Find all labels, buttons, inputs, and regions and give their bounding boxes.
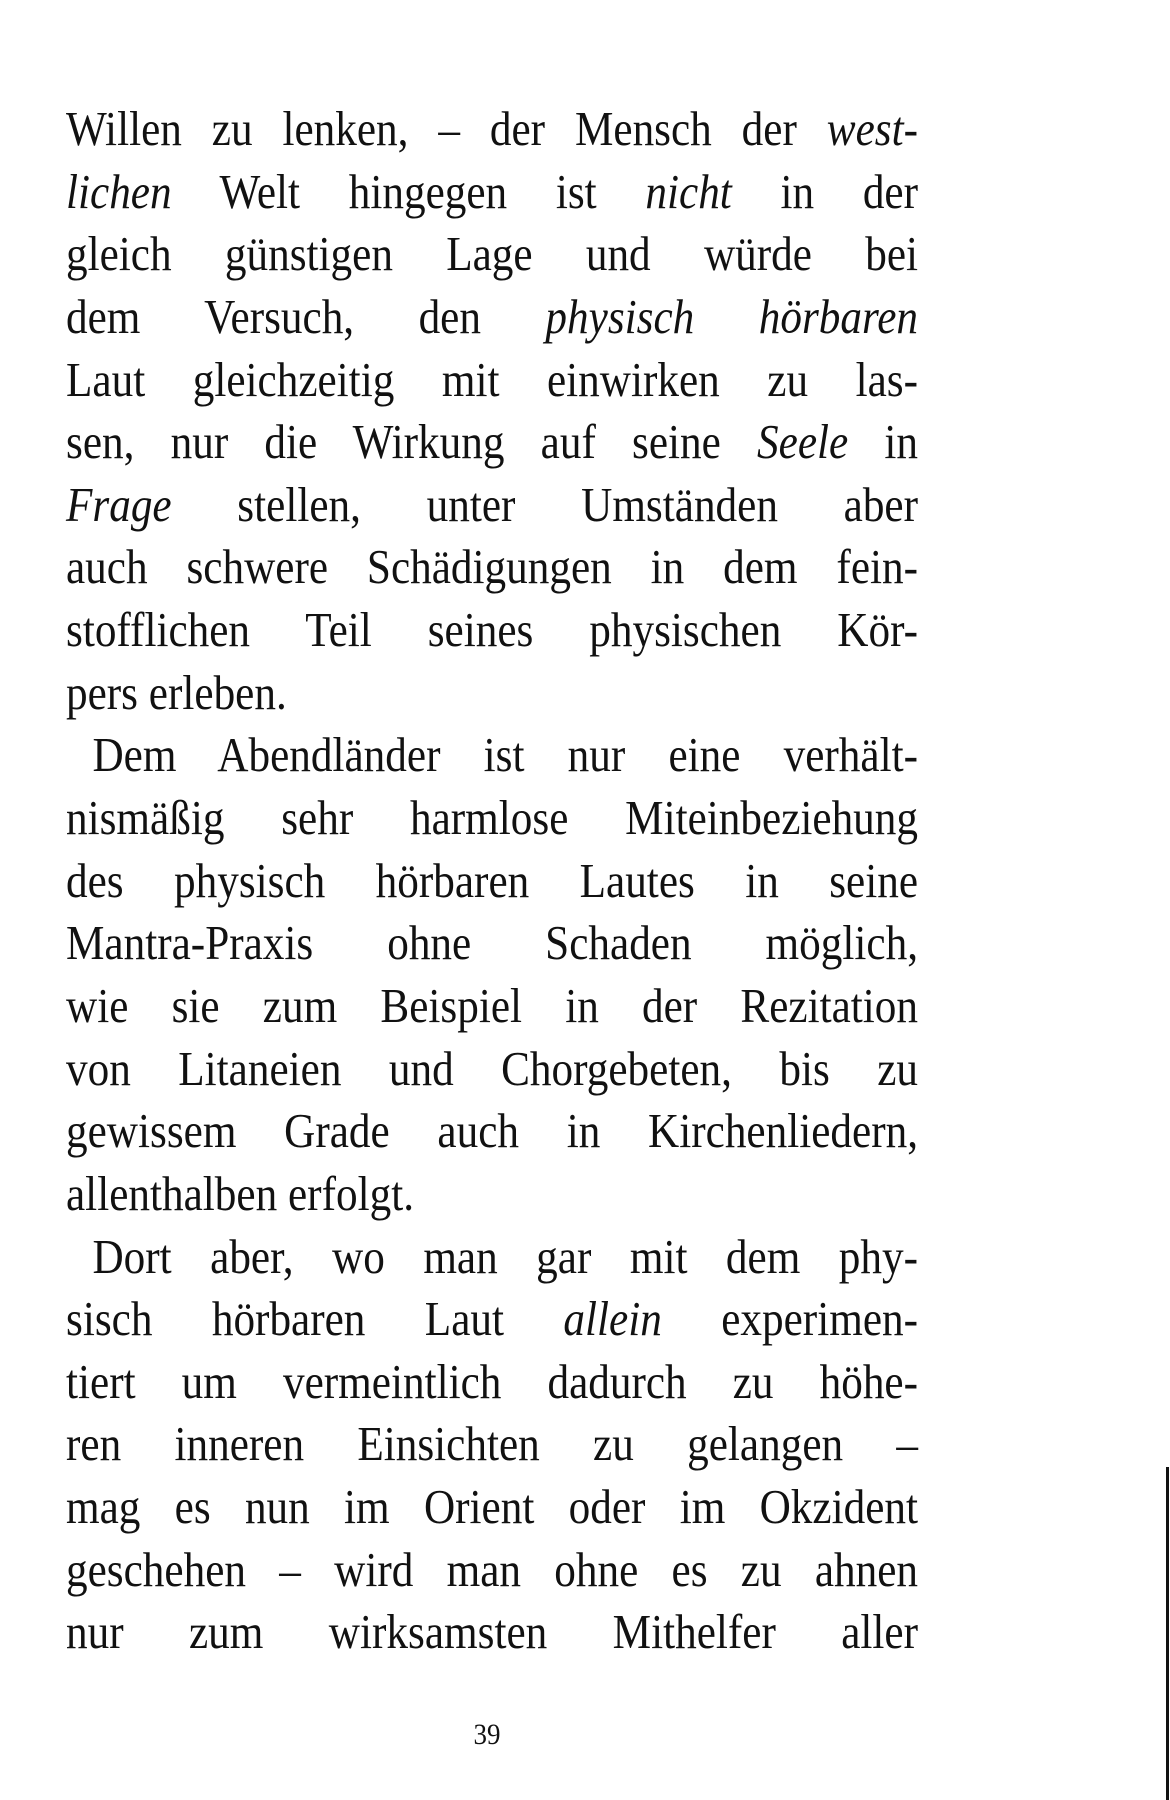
- text-segment: tiert um vermeintlich dadurch zu höhe-: [66, 1353, 919, 1409]
- text-segment: mag es nun im Orient oder im Okzident: [66, 1479, 919, 1535]
- text-segment: in der: [731, 163, 919, 219]
- text-segment: wie sie zum Beispiel in der Rezitation: [66, 977, 919, 1033]
- text-line: [66, 1601, 918, 1664]
- text-segment: geschehen – wird man ohne es zu ahnen: [66, 1541, 919, 1597]
- paragraph: [66, 1226, 918, 1664]
- text-segment: nur zum wirksamsten Mithelfer aller: [66, 1604, 919, 1660]
- text-line: [66, 223, 918, 286]
- text-line: [66, 1413, 918, 1476]
- text-segment: sisch hörbaren Laut: [66, 1291, 564, 1347]
- text-line: [66, 161, 918, 224]
- paragraph: [66, 724, 918, 1225]
- text-segment: auch schwere Schädigungen in dem fein-: [66, 539, 919, 595]
- text-segment: Laut gleichzeitig mit einwirken zu las-: [66, 351, 919, 407]
- text-segment: nismäßig sehr harmlose Miteinbeziehung: [66, 790, 919, 846]
- text-segment: experimen-: [661, 1291, 919, 1347]
- text-line: [66, 98, 918, 161]
- text-segment: pers erleben.: [66, 664, 287, 720]
- text-line: [66, 662, 918, 725]
- text-segment: Willen zu lenken, – der Mensch der: [66, 101, 827, 156]
- page-number: 39: [473, 1718, 501, 1751]
- text-segment: sen, nur die Wirkung auf seine: [66, 414, 758, 470]
- body-text: [66, 98, 918, 1664]
- text-line: [66, 975, 918, 1038]
- text-segment: Dort aber, wo man gar mit dem phy-: [92, 1228, 919, 1284]
- text-segment: dem Versuch, den: [66, 288, 546, 344]
- text-segment: in: [848, 414, 919, 470]
- text-segment: Mantra-Praxis ohne Schaden möglich,: [66, 915, 919, 971]
- text-segment: des physisch hörbaren Lautes in seine: [66, 852, 919, 908]
- italic-text: physisch hörbaren: [545, 288, 918, 344]
- text-line: [66, 1100, 918, 1163]
- text-line: [66, 850, 918, 913]
- text-line: [66, 349, 918, 412]
- text-segment: stellen, unter Umständen aber: [171, 476, 919, 532]
- text-line: [66, 1288, 918, 1351]
- text-line: [66, 474, 918, 537]
- italic-text: west-: [826, 101, 919, 156]
- text-line: [66, 1163, 918, 1226]
- italic-text: lichen: [66, 163, 172, 219]
- text-segment: gewissem Grade auch in Kirchenliedern,: [66, 1103, 919, 1159]
- text-line: [66, 912, 918, 975]
- text-line: [66, 1226, 918, 1289]
- text-segment: ren inneren Einsichten zu gelangen –: [66, 1416, 919, 1472]
- text-line: [66, 1038, 918, 1101]
- text-line: [66, 1476, 918, 1539]
- text-segment: von Litaneien und Chorgebeten, bis zu: [66, 1040, 919, 1096]
- page-edge-line: [1166, 1467, 1169, 1800]
- text-line: [66, 286, 918, 349]
- italic-text: Frage: [66, 476, 172, 532]
- text-line: [66, 599, 918, 662]
- text-line: [66, 787, 918, 850]
- italic-text: nicht: [645, 163, 732, 219]
- text-line: [66, 411, 918, 474]
- text-segment: Welt hingegen ist: [171, 163, 646, 219]
- text-segment: stofflichen Teil seines physischen Kör-: [66, 602, 919, 658]
- text-segment: gleich günstigen Lage und würde bei: [66, 226, 919, 282]
- text-line: [66, 724, 918, 787]
- text-segment: allenthalben erfolgt.: [66, 1165, 415, 1221]
- italic-text: allein: [563, 1291, 662, 1347]
- text-line: [66, 536, 918, 599]
- text-line: [66, 1351, 918, 1414]
- paragraph: [66, 98, 918, 724]
- text-segment: Dem Abendländer ist nur eine verhält-: [92, 727, 919, 783]
- italic-text: Seele: [757, 414, 849, 470]
- text-line: [66, 1539, 918, 1602]
